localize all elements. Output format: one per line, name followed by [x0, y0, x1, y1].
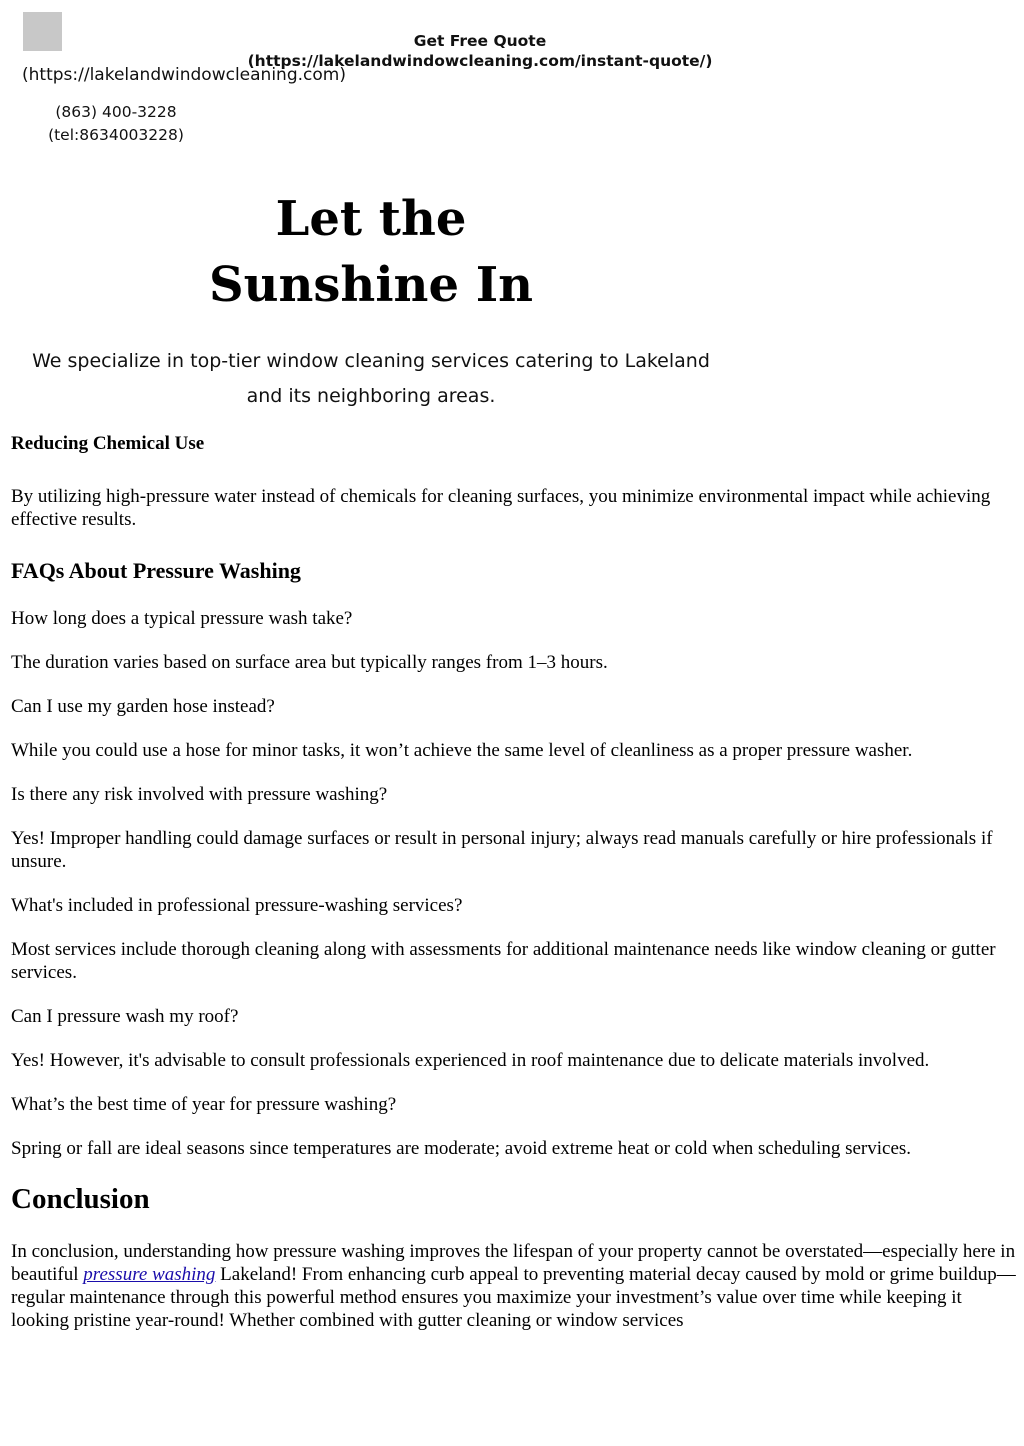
logo-placeholder[interactable]: [23, 12, 62, 51]
phone-label[interactable]: (863) 400-3228: [55, 103, 177, 121]
faq-question: What’s the best time of year for pressure washing?: [11, 1094, 397, 1115]
section-body-chemical-use: By utilizing high-pressure water instead of chemicals for cleaning surfaces, you minimize environmental impact while achieving effective results.: [11, 486, 991, 530]
phone-tel-url[interactable]: (tel:8634003228): [48, 126, 184, 144]
conclusion-text-after: Lakeland! From enhancing curb appeal to preventing material decay caused by mold or grime buildup—regular maintenance through this powerful method ensures you maximize your investment’s value over time while keeping it looking pristine year-round! Whether combined with gutter cleaning or window services: [11, 1264, 1016, 1331]
get-free-quote-url[interactable]: (https://lakelandwindowcleaning.com/instant-quote/): [247, 52, 713, 70]
faq-question: What's included in professional pressure-washing services?: [11, 895, 463, 916]
logo-link-url[interactable]: (https://lakelandwindowcleaning.com): [22, 65, 346, 85]
faq-answer: Yes! However, it's advisable to consult professionals experienced in roof maintenance due to delicate materials involved.: [11, 1050, 930, 1071]
faq-question: Can I pressure wash my roof?: [11, 1006, 239, 1027]
hero-title-line1: Let the: [275, 191, 467, 247]
hero-subtitle: We specialize in top-tier window cleaning services catering to Lakeland and its neighboring areas.: [32, 350, 710, 407]
faq-question: Can I use my garden hose instead?: [11, 696, 275, 717]
conclusion-paragraph: [11, 1240, 1017, 1332]
phone-link[interactable]: [16, 101, 216, 147]
conclusion-heading: Conclusion: [11, 1183, 150, 1215]
faq-answer: Most services include thorough cleaning along with assessments for additional maintenance needs like window cleaning or gutter services.: [11, 939, 996, 983]
faq-question: How long does a typical pressure wash take?: [11, 608, 353, 629]
faq-heading: FAQs About Pressure Washing: [11, 558, 301, 583]
hero-title: [130, 186, 612, 318]
faq-question: Is there any risk involved with pressure washing?: [11, 784, 388, 805]
article-body: [11, 430, 1017, 1332]
get-free-quote-label[interactable]: Get Free Quote: [413, 32, 547, 50]
conclusion-text-before: In conclusion, understanding how pressure washing improves the lifespan of your property cannot be overstated—especially here in beautiful: [11, 1241, 1016, 1285]
faq-answer: Spring or fall are ideal seasons since temperatures are moderate; avoid extreme heat or cold when scheduling services.: [11, 1138, 912, 1159]
faq-answer: Yes! Improper handling could damage surfaces or result in personal injury; always read manuals carefully or hire professionals if unsure.: [11, 828, 993, 872]
faq-answer: While you could use a hose for minor tasks, it won’t achieve the same level of cleanliness as a proper pressure washer.: [11, 740, 913, 761]
hero-title-line2: Sunshine In: [208, 257, 534, 313]
faq-answer: The duration varies based on surface area but typically ranges from 1–3 hours.: [11, 652, 608, 673]
pressure-washing-link[interactable]: pressure washing: [83, 1264, 216, 1285]
section-heading-chemical-use: Reducing Chemical Use: [11, 433, 205, 454]
get-free-quote-link[interactable]: [180, 31, 780, 71]
faq-list: [11, 607, 1017, 1160]
